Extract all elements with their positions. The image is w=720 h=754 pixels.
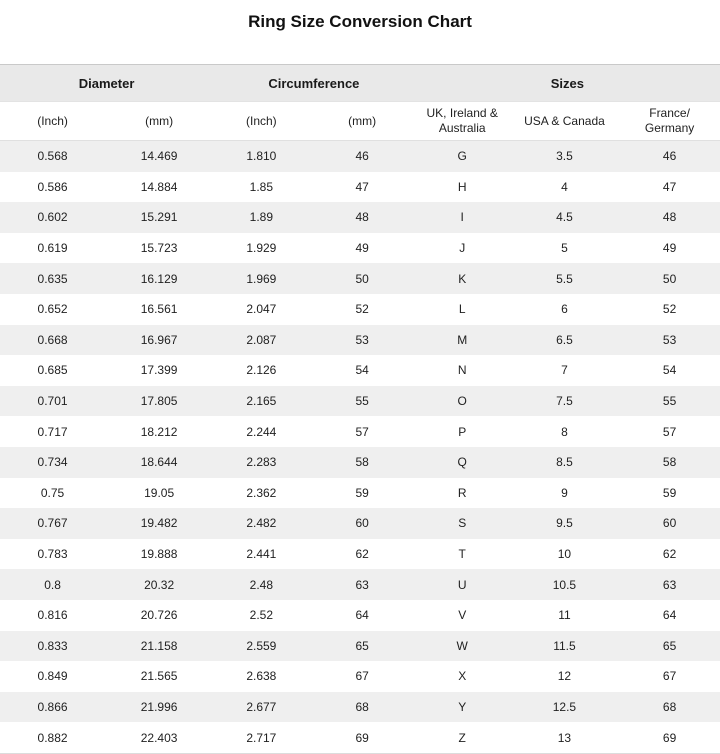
table-cell: 63 [355,577,369,592]
table-cell: 2.441 [246,547,277,562]
table-cell: 9.5 [556,516,573,531]
table-cell: 11.5 [553,638,576,653]
table-cell: G [457,149,467,164]
table-cell: H [457,179,467,194]
group-header-row [0,65,720,102]
table-cell: 17.805 [140,394,178,409]
table-cell: 2.283 [246,455,277,470]
table-row [0,539,720,570]
table-cell: 60 [355,516,369,531]
table-cell: 53 [355,332,369,347]
table-cell: 13 [510,722,619,753]
table-cell: 0.586 [37,179,68,194]
table-cell: 0.75 [40,485,65,500]
table-cell: 53 [662,332,677,347]
table-cell: 50 [662,271,677,286]
table-row [0,508,720,539]
table-row [0,172,720,203]
table-cell: 47 [662,179,677,194]
table-cell: 5 [561,241,568,256]
table-cell: 2.362 [246,485,277,500]
table-cell: W [456,638,468,653]
table-row [0,202,720,233]
table-cell: 63 [662,577,677,592]
table-cell: 2.717 [213,722,309,753]
table-cell: 2.087 [246,332,277,347]
group-header-sizes: Sizes [415,65,720,102]
table-cell: Y [458,699,467,714]
table-row [0,722,720,753]
table-cell: 47 [355,179,369,194]
table-cell: 46 [662,149,677,164]
column-header-row [0,102,720,141]
table-row [0,600,720,631]
table-cell: 16.967 [140,332,178,347]
table-cell: 4.5 [556,210,573,225]
table-row [0,478,720,509]
table-cell: 0.668 [37,332,68,347]
table-cell: 5.5 [556,271,573,286]
table-cell: 19.05 [144,485,175,500]
table-cell: 7 [561,363,568,378]
table-cell: 62 [662,547,677,562]
table-cell: L [458,302,466,317]
table-cell: 16.129 [140,271,178,286]
table-cell: 68 [662,699,677,714]
table-cell: 16.561 [140,302,178,317]
table-cell: K [458,271,467,286]
table-row [0,325,720,356]
table-cell: 0.619 [37,241,68,256]
column-header-diameter-inch: (Inch) [0,102,105,141]
table-cell: 54 [355,363,369,378]
table-cell: 67 [662,669,677,684]
table-cell: 50 [355,271,369,286]
table-cell: 1.810 [246,149,277,164]
table-row [0,692,720,723]
table-cell: 10.5 [552,577,577,592]
table-cell: 15.291 [140,210,178,225]
table-cell: 2.677 [246,699,277,714]
table-cell: O [457,394,467,409]
table-cell: 54 [662,363,677,378]
table-cell: 64 [355,608,369,623]
table-cell: 55 [662,394,677,409]
ring-size-conversion-table [0,64,720,754]
table-cell: 57 [662,424,677,439]
table-header [0,65,720,141]
table-cell: 18.212 [140,424,178,439]
table-cell: 21.158 [140,638,178,653]
table-cell: 0.635 [37,271,68,286]
table-row [0,141,720,172]
table-row [0,263,720,294]
table-row [0,661,720,692]
table-body [0,141,720,754]
column-header-circumference-inch: (Inch) [213,102,309,141]
table-cell: 20.726 [140,608,178,623]
column-header-uk-ireland-australia: UK, Ireland & Australia [415,102,510,141]
table-cell: 0.717 [37,424,68,439]
table-cell: 55 [355,394,369,409]
table-cell: 4 [561,179,568,194]
table-cell: 6 [561,302,568,317]
table-cell: P [458,424,467,439]
table-cell: 7.5 [556,394,573,409]
table-cell: 12.5 [552,699,577,714]
table-cell: 21.565 [140,669,178,684]
table-cell: 2.559 [246,638,277,653]
table-cell: 17.399 [140,363,178,378]
table-cell: 67 [355,669,369,684]
table-cell: R [457,485,467,500]
table-cell: 19.482 [140,516,178,531]
table-cell: 2.126 [246,363,277,378]
table-cell: 2.047 [246,302,277,317]
table-cell: 46 [355,149,369,164]
table-cell: 1.89 [249,210,274,225]
table-cell: 0.734 [37,455,68,470]
table-cell: M [457,332,468,347]
table-cell: 6.5 [556,332,573,347]
table-cell: 0.816 [37,608,68,623]
table-cell: 15.723 [140,241,178,256]
table-cell: 22.403 [105,722,213,753]
table-cell: 2.482 [246,516,277,531]
table-cell: 10 [557,547,572,562]
table-cell: 14.884 [140,179,178,194]
table-cell: 3.5 [556,149,573,164]
table-cell: 2.638 [246,669,277,684]
group-header-circumference: Circumference [213,65,415,102]
table-cell: 0.568 [37,149,68,164]
table-cell: X [458,669,467,684]
table-cell: 65 [662,638,677,653]
table-row [0,631,720,662]
table-cell: T [458,547,466,562]
table-cell: 8 [561,424,568,439]
table-cell: V [458,608,467,623]
table-cell: 21.996 [140,699,178,714]
table-cell: 11 [558,608,571,623]
page-title: Ring Size Conversion Chart [248,12,472,31]
table-cell: N [457,363,467,378]
table-cell: 2.165 [246,394,277,409]
table-row [0,355,720,386]
table-cell: 69 [619,722,720,753]
table-row [0,447,720,478]
table-cell: 2.52 [249,608,274,623]
column-header-france-germany: France/ Germany [619,102,720,141]
table-cell: 0.866 [37,699,68,714]
table-cell: 8.5 [556,455,573,470]
table-cell: 2.48 [249,577,274,592]
table-cell: 60 [662,516,677,531]
group-header-diameter: Diameter [0,65,213,102]
table-cell: 58 [662,455,677,470]
table-cell: 59 [355,485,369,500]
table-cell: 0.849 [37,669,68,684]
table-cell: 69 [310,722,415,753]
table-cell: J [459,241,466,256]
table-cell: 0.882 [0,722,105,753]
table-row [0,233,720,264]
table-cell: 14.469 [140,149,178,164]
table-cell: 57 [355,424,369,439]
table-cell: 0.767 [37,516,68,531]
table-cell: U [457,577,467,592]
table-cell: 62 [355,547,369,562]
table-cell: 19.888 [140,547,178,562]
table-cell: 0.833 [37,638,68,653]
table-cell: 9 [561,485,568,500]
table-cell: 2.244 [246,424,277,439]
table-cell: 68 [355,699,369,714]
table-cell: 1.969 [246,271,277,286]
table-cell: 52 [662,302,677,317]
table-cell: 0.701 [37,394,68,409]
table-cell: Q [457,455,467,470]
table-cell: 65 [355,638,369,653]
column-header-circumference-mm: (mm) [310,102,415,141]
table-cell: 1.85 [249,179,274,194]
table-cell: 0.8 [44,577,61,592]
table-cell: 0.652 [37,302,68,317]
table-cell: 1.929 [246,241,277,256]
column-header-diameter-mm: (mm) [105,102,213,141]
table-cell: 12 [557,669,572,684]
table-cell: 64 [662,608,677,623]
table-cell: 48 [662,210,677,225]
table-cell: Z [415,722,510,753]
table-cell: 58 [355,455,369,470]
table-cell: 52 [355,302,369,317]
table-cell: I [460,210,464,225]
table-cell: 20.32 [144,577,175,592]
table-cell: 0.783 [37,547,68,562]
table-cell: 0.602 [37,210,68,225]
table-row [0,569,720,600]
table-cell: 49 [355,241,369,256]
table-row [0,294,720,325]
table-cell: 59 [662,485,677,500]
table-cell: 48 [355,210,369,225]
table-cell: 18.644 [140,455,178,470]
table-row [0,386,720,417]
table-cell: S [458,516,467,531]
table-row [0,416,720,447]
table-cell: 49 [662,241,677,256]
column-header-usa-canada: USA & Canada [510,102,619,141]
table-cell: 0.685 [37,363,68,378]
